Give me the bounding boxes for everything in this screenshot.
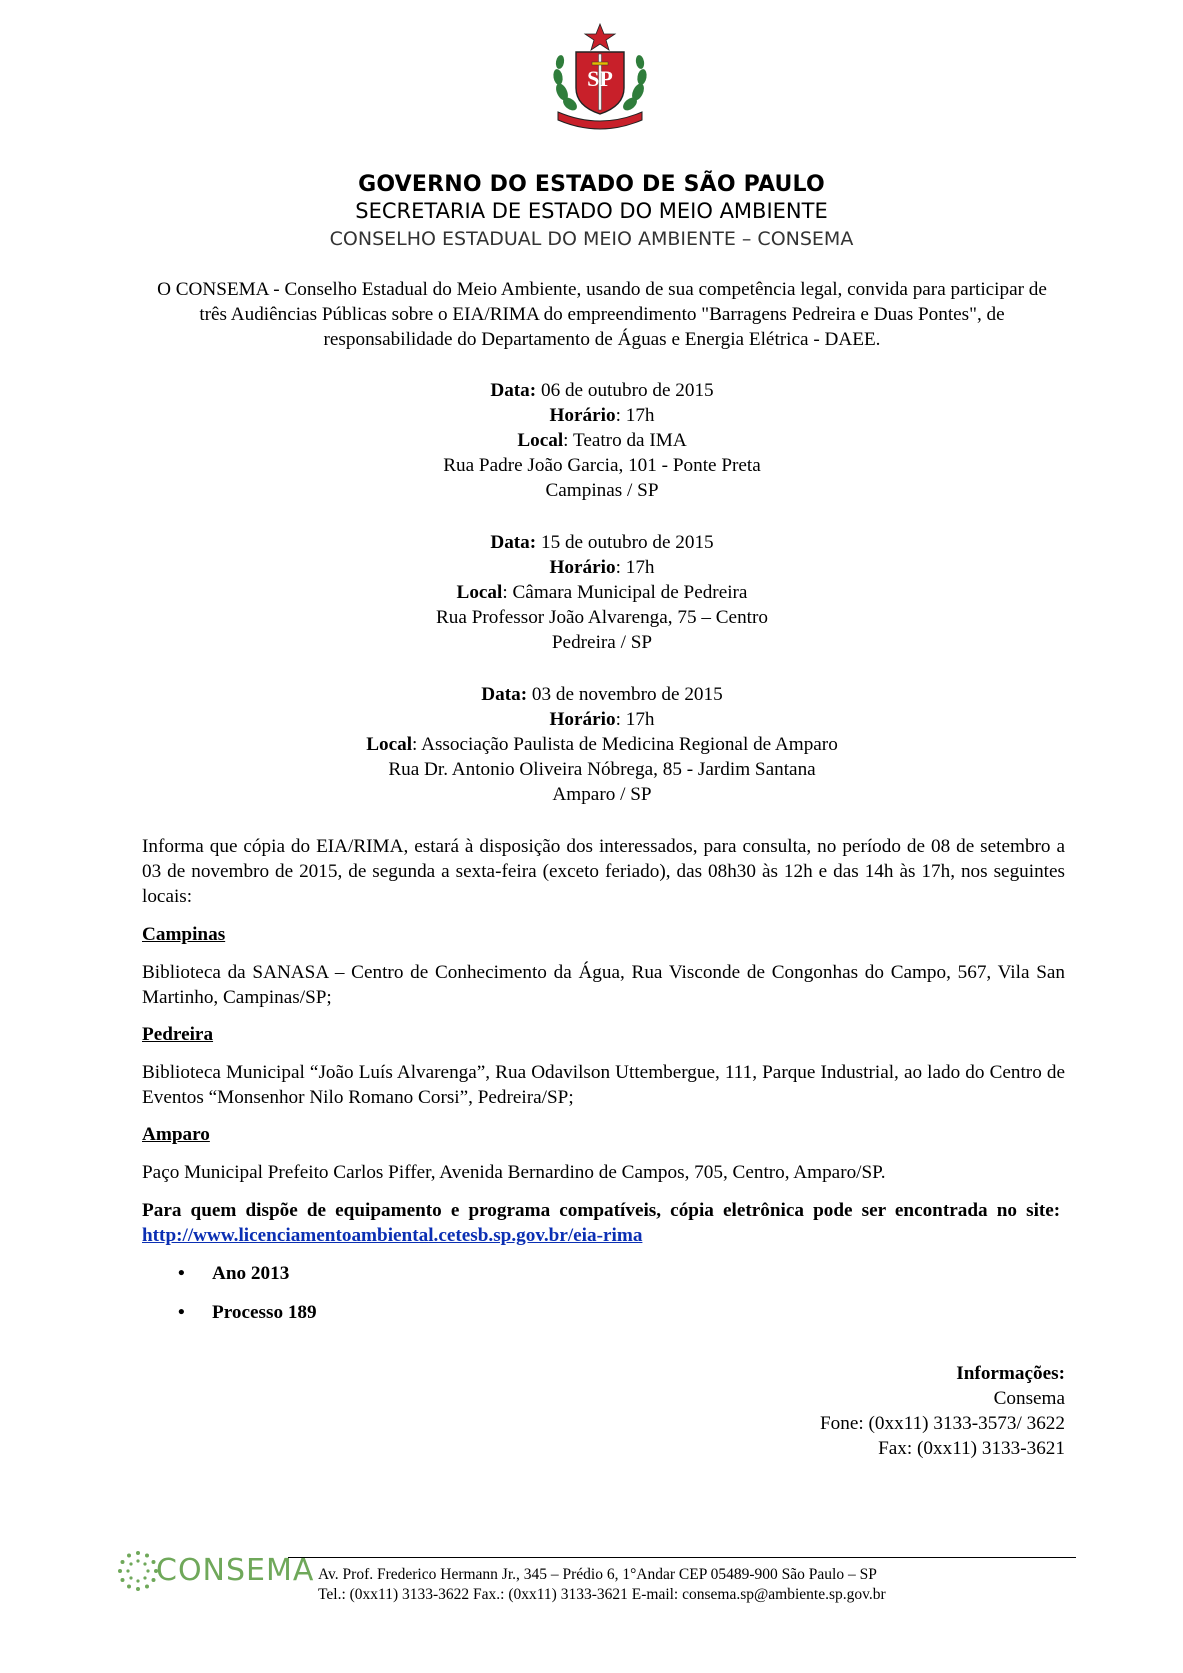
event-address: Rua Professor João Alvarenga, 75 – Centro [436,607,768,628]
site-text: Para quem dispõe de equipamento e programa compatíveis, cópia eletrônica pode ser encontrada no site: [142,1200,1061,1221]
event-1: Data: 06 de outubro de 2015 Horário: 17h Local: Teatro da IMA Rua Padre João Garcia, 101 - Ponte Preta Campinas / SP [142,378,1062,503]
list-item-text: Processo 189 [212,1302,317,1323]
event-2: Data: 15 de outubro de 2015 Horário: 17h Local: Câmara Municipal de Pedreira Rua Professor João Alvarenga, 75 – Centro Pedreira / SP [142,530,1062,655]
header-secretariat: SECRETARIA DE ESTADO DO MEIO AMBIENTE [355,199,828,223]
location-heading-campinas: Campinas [142,924,226,945]
bullet-icon: • [178,1263,185,1284]
list-item-text: Ano 2013 [212,1263,290,1284]
date-label: Data: [490,380,537,401]
event-city: Amparo / SP [552,784,652,805]
event-place: Associação Paulista de Medicina Regional de Amparo [421,734,838,755]
location-heading-amparo: Amparo [142,1124,210,1145]
location-text-amparo: Paço Municipal Prefeito Carlos Piffer, Avenida Bernardino de Campos, 705, Centro, Amparo/SP. [142,1162,886,1183]
availability-paragraph: Informa que cópia do EIA/RIMA, estará à disposição dos interessados, para consulta, no período de 08 de setembro a 03 de novembro de 2015, de segunda a sexta-feira (exceto feriado), das 08h30 às 12h e das 14h às 17h, nos seguintes locais: [142,836,1065,907]
footer-contacts: Tel.: (0xx11) 3133-3622 Fax.: (0xx11) 3133-3621 E-mail: consema.sp@ambiente.sp.gov.br [318,1586,886,1603]
time-label: Horário [549,405,616,426]
event-address: Rua Padre João Garcia, 101 - Ponte Preta [443,455,761,476]
place-label: Local [366,734,413,755]
sao-paulo-coat-of-arms-icon [548,22,652,132]
electronic-copy-note [142,1198,1065,1248]
location-text-campinas: Biblioteca da SANASA – Centro de Conhecimento da Água, Rua Visconde de Congonhas do Campo, 567, Vila San Martinho, Campinas/SP; [142,962,1065,1008]
intro-paragraph: O CONSEMA - Conselho Estadual do Meio Ambiente, usando de sua competência legal, convida para participar de três Audiências Públicas sobre o EIA/RIMA do empreendimento "Barragens Pedreira e Duas Pontes", de responsabilidade do Departamento de Águas e Energia Elétrica - DAEE. [157,279,1047,350]
event-time: 17h [625,557,655,578]
event-3: Data: 03 de novembro de 2015 Horário: 17h Local: Associação Paulista de Medicina Regional de Amparo Rua Dr. Antonio Oliveira Nóbrega, 85 - Jardim Santana Amparo / SP [142,682,1062,807]
list-item [178,1261,289,1286]
event-date: 03 de novembro de 2015 [531,684,723,705]
consema-logo-text: CONSEMA [156,1553,315,1588]
time-label: Horário [549,709,616,730]
contact-fax: Fax: (0xx11) 3133-3621 [878,1438,1065,1459]
event-place: Teatro da IMA [572,430,687,451]
contact-org: Consema [993,1388,1065,1409]
date-label: Data: [490,532,537,553]
contact-title: Informações: [956,1363,1065,1384]
event-city: Pedreira / SP [551,632,653,653]
event-date: 15 de outubro de 2015 [540,532,714,553]
event-city: Campinas / SP [545,480,659,501]
footer-divider [288,1557,1076,1558]
event-place: Câmara Municipal de Pedreira [512,582,748,603]
place-label: Local [456,582,503,603]
consema-logo [114,1547,315,1599]
event-date: 06 de outubro de 2015 [540,380,714,401]
eia-rima-link[interactable]: http://www.licenciamentoambiental.cetesb.sp.gov.br/eia-rima [142,1225,643,1246]
crest-letters: SP [587,66,613,91]
place-label: Local [517,430,564,451]
time-label: Horário [549,557,616,578]
list-item [178,1300,317,1325]
consema-dotted-circle-icon [114,1547,162,1595]
event-address: Rua Dr. Antonio Oliveira Nóbrega, 85 - Jardim Santana [388,759,816,780]
event-time: 17h [625,405,655,426]
event-time: 17h [625,709,655,730]
contact-block [700,1361,1065,1461]
contact-phone: Fone: (0xx11) 3133-3573/ 3622 [820,1413,1065,1434]
location-text-pedreira: Biblioteca Municipal “João Luís Alvarenga”, Rua Odavilson Uttembergue, 111, Parque Industrial, ao lado do Centro de Eventos “Monsenhor Nilo Romano Corsi”, Pedreira/SP; [142,1062,1065,1108]
location-heading-pedreira: Pedreira [142,1024,214,1045]
header-council: CONSELHO ESTADUAL DO MEIO AMBIENTE – CONSEMA [329,228,854,250]
date-label: Data: [481,684,528,705]
footer-address: Av. Prof. Frederico Hermann Jr., 345 – Prédio 6, 1°Andar CEP 05489-900 São Paulo – SP [318,1566,877,1583]
bullet-icon: • [178,1302,185,1323]
header-government: GOVERNO DO ESTADO DE SÃO PAULO [358,172,825,197]
